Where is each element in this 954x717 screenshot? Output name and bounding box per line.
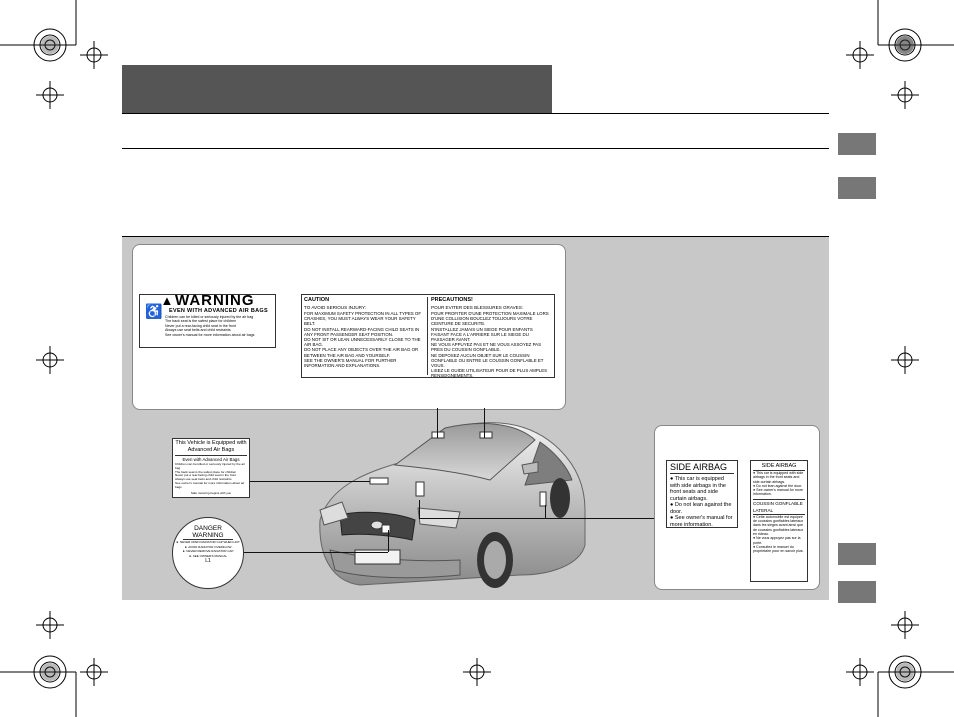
precautions-item: NE DEPOSEZ AUCUN OBJET SUR LE COUSSIN GONFLABLE OU ENTRE LE COUSSIN GONFLABLE ET VOUS.	[431, 352, 544, 369]
precautions-item: N'INSTALLEZ JAMAIS UN SIEGE POUR ENFANTS FAISANT FACE A L'ARRIERE SUR LE SIEGE DU PASSAGER AVANT.	[431, 326, 533, 343]
side-tab-3[interactable]	[838, 543, 876, 565]
leader-line	[388, 530, 389, 552]
advanced-airbag-line: See owner's manual for more information about air bags	[175, 480, 245, 489]
advanced-airbag-footer: Safe motoring begins with you	[190, 490, 232, 495]
side-airbag-title: SIDE AIRBAG	[670, 464, 734, 474]
warning-line: Always use seat belts and child restraints	[165, 328, 231, 333]
danger-item: ► NEVER OPEN RADIATOR CAP WHEN HOT	[176, 540, 240, 544]
side-airbag-bi-title: SIDE AIRBAG	[753, 463, 805, 471]
advanced-airbag-sticker	[172, 438, 250, 498]
advanced-airbag-sub: Even with Advanced Air Bags	[182, 457, 240, 462]
caution-item: DO NOT SIT OR LEAN UNNECESSARILY CLOSE TO THE AIR BAG.	[304, 337, 421, 348]
precautions-item: LISEZ LE GUIDE UTILISATEUR POUR DE PLUS AMPLES RENSEIGNEMENTS.	[431, 368, 548, 379]
leader-line	[419, 500, 420, 518]
side-airbag-item: ● See owner's manual for more information.	[670, 515, 733, 528]
radiator-cap-sticker	[172, 517, 244, 589]
danger-footer: L1	[205, 558, 211, 564]
danger-item: ► NEVER REMOVE RADIATOR CAP	[182, 549, 234, 553]
coussin-item: ● Ne vous appuyez pas sur la porte.	[753, 536, 801, 545]
danger-item: ► SEE OWNER'S MANUAL	[188, 553, 228, 558]
child-seat-icon: ♿	[145, 303, 163, 319]
caution-subtitle: TO AVOID SERIOUS INJURY:	[304, 305, 367, 310]
leader-line	[250, 481, 370, 482]
advanced-airbag-line: The back seat is the safest place for children	[175, 469, 237, 474]
coussin-title: COUSSIN GONFLABLE LATERAL	[753, 499, 805, 515]
side-airbag-bi-item: ● This car is equipped with side airbags in the front seats and side curtain airbags.	[753, 471, 804, 484]
coussin-item: ● Cette automobile est equipee de coussins gonflables lateraux dans les sieges avant ainsi que de coussins gonflables lateraux en rideau.	[753, 514, 804, 536]
danger-line2: WARNING	[183, 532, 233, 540]
section-header-bar	[122, 65, 552, 113]
warning-line: Children can be killed or seriously injured by the air bag	[165, 315, 254, 319]
advanced-airbag-line: Children can be killed or seriously injured by the air bag	[175, 462, 245, 470]
advanced-airbag-line: Never put a rear-facing child seat in the front	[175, 473, 237, 478]
side-airbag-item: ● Do not lean against the door.	[670, 502, 732, 515]
caution-item: SEE THE OWNER'S MANUAL FOR FURTHER INFORMATION AND EXPLANATIONS.	[304, 357, 397, 369]
precautions-item: NE VOUS APPUYEZ PAS ET NE VOUS ASSOYEZ PAS PRES DU COUSSIN GONFLABLE.	[431, 342, 542, 353]
caution-title: CAUTION	[304, 297, 330, 303]
subheader-rule	[122, 148, 829, 149]
advanced-airbag-title: This Vehicle is Equipped with Advanced Air Bags	[175, 440, 247, 456]
side-airbag-item: ● This car is equipped with side airbags in the front seats and side curtain airbags.	[670, 476, 726, 502]
warning-subtitle: EVEN WITH ADVANCED AIR BAGS	[169, 308, 268, 314]
danger-item: ► AVOID RADIATOR OVERFLOW	[184, 544, 232, 549]
leader-line	[419, 518, 654, 519]
precautions-item: POUR PROFITER D'UNE PROTECTION MAXIMALE LORS D'UNE COLLISION BOUCLEZ TOUJOURS VOTRE CEINTURE DE SECURITE.	[431, 311, 549, 327]
side-airbag-bi-item: ● Do not lean against the door.	[753, 483, 803, 488]
caution-item: DO NOT INSTALL REARWARD-FACING CHILD SEATS IN ANY FRONT PASSENGER SEAT POSITION.	[304, 326, 420, 337]
side-airbag-bi-item: ● See owner's manual for more information.	[753, 488, 803, 497]
warning-line: See owner's manual for more information about air bags	[165, 332, 255, 337]
danger-line1: DANGER	[194, 525, 222, 532]
warning-triangle-icon: ▲	[160, 293, 174, 308]
caution-item: DO NOT PLACE ANY OBJECTS OVER THE AIR BAG OR BETWEEN THE AIR BAG AND YOURSELF.	[304, 347, 419, 358]
side-airbag-sticker-bilingual	[750, 460, 808, 582]
header-rule	[122, 113, 829, 114]
warning-line: The back seat is the safest place for children	[165, 319, 237, 324]
leader-line	[242, 552, 388, 553]
precautions-subtitle: POUR EVITER DES BLESSURES GRAVES:	[431, 305, 524, 310]
leader-line	[545, 505, 546, 518]
precautions-title: PRECAUTIONS!	[431, 297, 473, 303]
leader-line	[484, 408, 485, 438]
coussin-item: ● Consultez le manuel du proprietaire pour en savoir plus.	[753, 544, 804, 554]
side-tab-4[interactable]	[838, 581, 876, 603]
caution-sticker	[301, 294, 555, 378]
side-tab-1[interactable]	[838, 133, 876, 155]
caution-item: FOR MAXIMUM SAFETY PROTECTION IN ALL TYPES OF CRASHES, YOU MUST ALWAYS WEAR YOUR SAFETY BELT.	[304, 311, 422, 327]
side-tab-2[interactable]	[838, 177, 876, 199]
warning-sticker	[139, 294, 276, 348]
leader-line	[437, 408, 438, 438]
warning-line: Never put a rear-facing child seat in the front	[165, 323, 236, 328]
car-illustration	[300, 410, 600, 600]
warning-title: WARNING	[175, 292, 255, 309]
advanced-airbag-line: Always use seat belts and child restraints	[175, 477, 232, 482]
side-airbag-sticker-en	[666, 460, 738, 528]
